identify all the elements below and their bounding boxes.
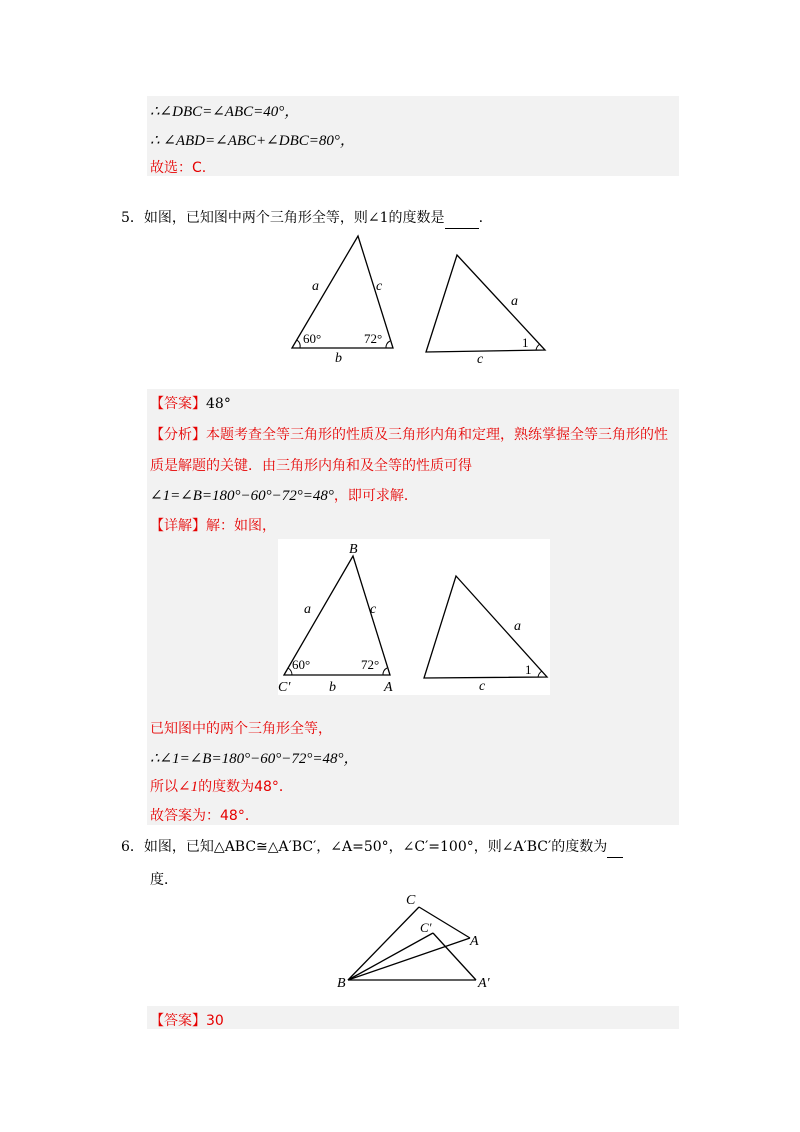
q5-detail-line-3-prefix: 所以 xyxy=(150,779,178,795)
q5-right-a: a xyxy=(511,294,518,309)
q5-detail-line-1: 已知图中的两个三角形全等， xyxy=(150,721,332,737)
q5-detail-right-c: c xyxy=(479,679,486,694)
prev-solution-line-2: ∴ ∠ABD=∠ABC+∠DBC=80°， xyxy=(150,133,355,149)
q5-analysis-text-1: 本题考查全等三角形的性质及三角形内角和定理，熟练掌握全等三角形的性 xyxy=(206,427,668,443)
q5-detail-line-3-mid: ∠1 xyxy=(178,779,199,795)
q5-detail-C: C′ xyxy=(278,680,291,695)
q6-stem-line-2: 度． xyxy=(150,872,178,888)
q5-detail-line-3-suffix: 的度数为48°． xyxy=(198,779,293,795)
q5-number: 5． xyxy=(121,210,144,226)
q5-left-b: b xyxy=(335,351,342,366)
q5-angle-72: 72° xyxy=(364,331,383,346)
q5-detail-right-a: a xyxy=(514,619,521,634)
q5-detail-angle-60: 60° xyxy=(292,657,311,672)
q5-detail-line-2: ∴∠1=∠B=180°−60°−72°=48°， xyxy=(150,751,359,767)
q5-angle-60: 60° xyxy=(303,331,322,346)
q6-number: 6． xyxy=(121,839,144,855)
q6-answer xyxy=(150,1010,224,1030)
q5-answer-label: 【答案】 xyxy=(150,396,206,412)
q5-text-end: . xyxy=(478,210,484,226)
q5-angle-1: 1 xyxy=(522,335,529,350)
q5-analysis-label: 【分析】 xyxy=(150,427,206,443)
q5-answer-value: 48° xyxy=(206,396,231,412)
q5-detail-angle-72: 72° xyxy=(361,657,380,672)
q6-label-C2: C′ xyxy=(420,920,432,935)
q5-detail-angle-1: 1 xyxy=(525,662,532,677)
q6-line-BC xyxy=(348,907,419,980)
q6-label-C: C xyxy=(406,893,416,908)
q6-answer-value: 30 xyxy=(206,1013,224,1029)
q5-analysis-line-2: 质是解题的关键．由三角形内角和及全等的性质可得 xyxy=(150,458,472,474)
q6-solution-box xyxy=(147,1006,679,1029)
q5-text: 如图，已知图中两个三角形全等，则∠1的度数是 xyxy=(143,210,445,226)
q6-line-BA xyxy=(348,938,470,980)
q6-line-BC2 xyxy=(348,933,433,980)
q5-detail-label: 【详解】 xyxy=(150,518,206,534)
q6-text: 如图，已知△ABC≅△A′BC′，∠A=50°，∠C′=100°，则∠A′BC′的度数为 xyxy=(143,839,608,855)
q5-analysis-tail: ，即可求解． xyxy=(333,488,418,504)
q6-label-A2: A′ xyxy=(478,976,490,991)
q5-detail-line-4: 故答案为：48°． xyxy=(150,808,259,824)
q5-detail-B: B xyxy=(349,542,358,557)
q6-label-B: B xyxy=(337,976,346,991)
q5-detail-a: a xyxy=(304,602,311,617)
prev-solution-line-1: ∴∠DBC=∠ABC=40°， xyxy=(150,104,300,120)
q5-detail-A: A xyxy=(384,680,393,695)
q5-detail-b: b xyxy=(329,680,336,695)
q5-right-c: c xyxy=(477,352,484,367)
q5-left-c: c xyxy=(376,279,383,294)
q5-analysis-formula: ∠1=∠B=180°−60°−72°=48° xyxy=(150,488,334,504)
q6-label-A: A xyxy=(470,934,479,949)
q5-detail-text: 解：如图， xyxy=(206,518,276,534)
q5-left-a: a xyxy=(312,279,319,294)
q6-answer-label: 【答案】 xyxy=(150,1013,206,1029)
prev-solution-line-3: 故选：C. xyxy=(150,160,207,176)
q5-detail-c: c xyxy=(370,602,377,617)
